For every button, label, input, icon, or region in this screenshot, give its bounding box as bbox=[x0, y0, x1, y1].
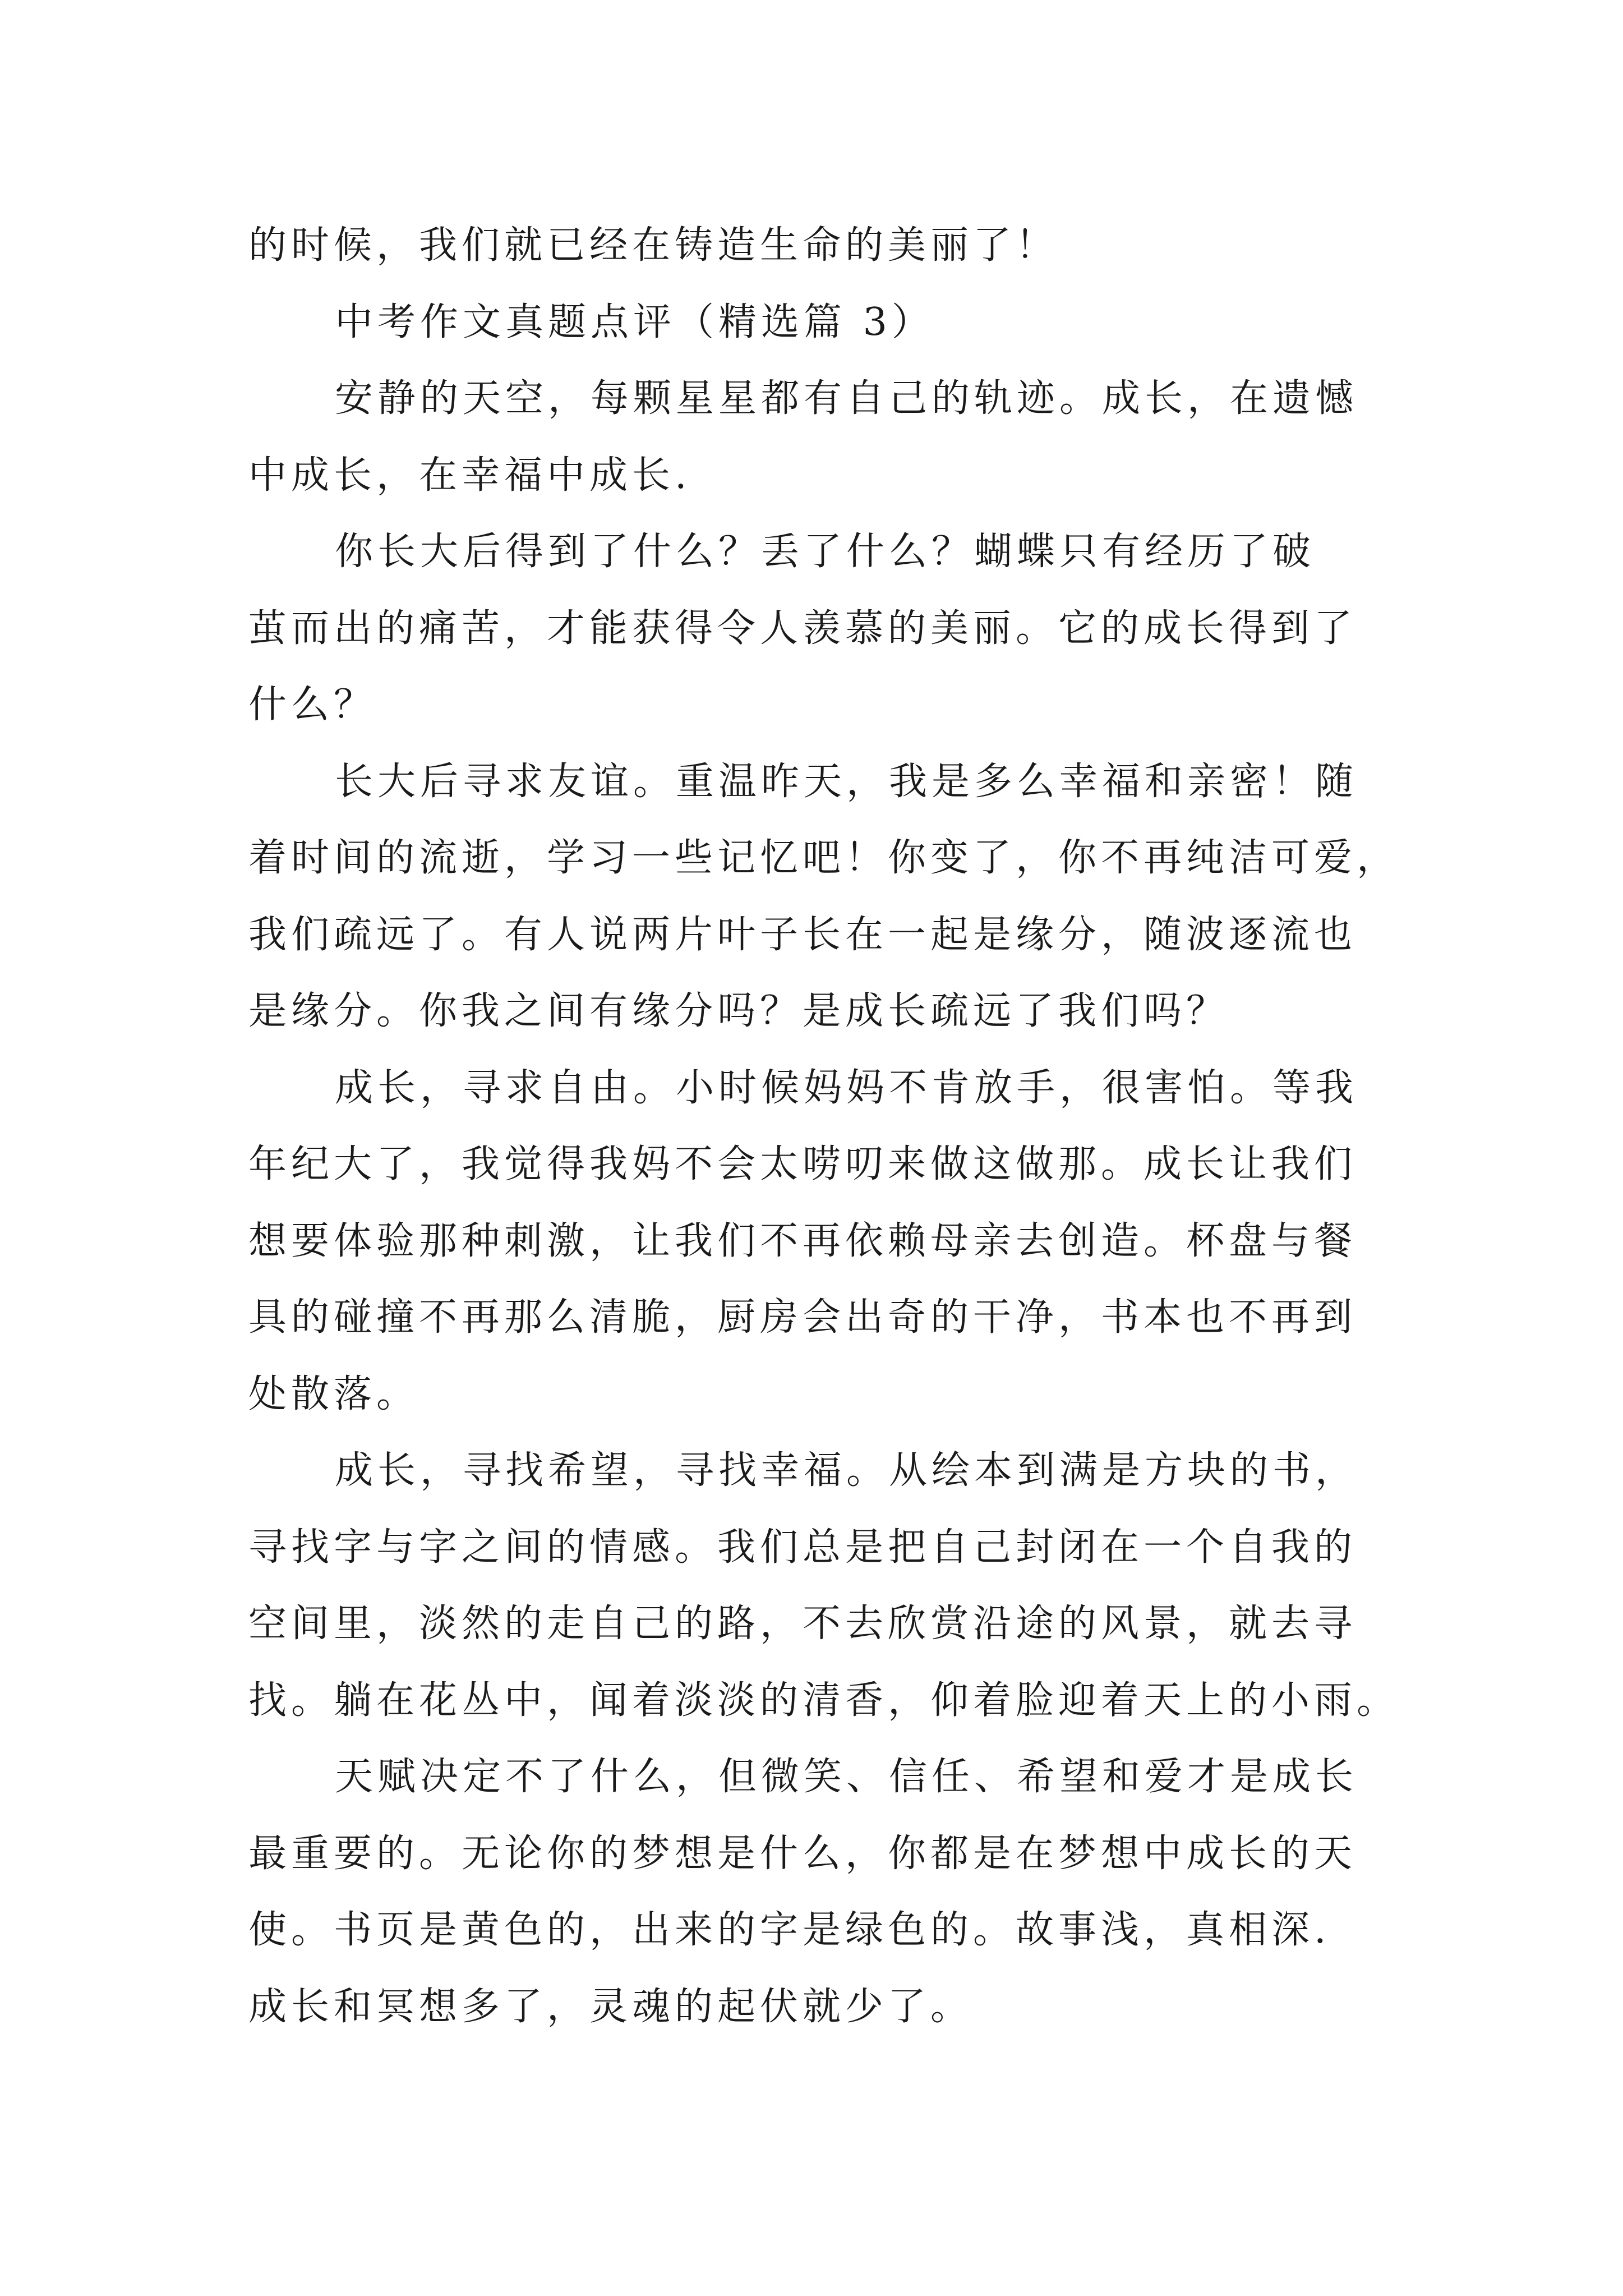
text-line: 找。躺在花丛中，闻着淡淡的清香，仰着脸迎着天上的小雨。 bbox=[248, 1678, 1400, 1723]
text-line: 长大后寻求友谊。重温昨天，我是多么幸福和亲密！随 bbox=[335, 759, 1358, 804]
text-line: 中成长，在幸福中成长. bbox=[248, 453, 691, 498]
text-line: 是缘分。你我之间有缘分吗？是成长疏远了我们吗？ bbox=[248, 989, 1229, 1033]
section-heading: 中考作文真题点评（精选篇 3） bbox=[335, 300, 934, 344]
text-line: 年纪大了，我觉得我妈不会太唠叨来做这做那。成长让我们 bbox=[248, 1142, 1357, 1186]
text-line: 的时候，我们就已经在铸造生命的美丽了！ bbox=[248, 223, 1059, 268]
text-line: 空间里，淡然的走自己的路，不去欣赏沿途的风景，就去寻 bbox=[248, 1602, 1357, 1646]
text-line: 最重要的。无论你的梦想是什么，你都是在梦想中成长的天 bbox=[248, 1831, 1357, 1876]
text-line: 想要体验那种刺激，让我们不再依赖母亲去创造。杯盘与餐 bbox=[248, 1218, 1357, 1263]
text-line: 使。书页是黄色的，出来的字是绿色的。故事浅，真相深. bbox=[248, 1908, 1331, 1952]
text-line: 成长，寻求自由。小时候妈妈不肯放手，很害怕。等我 bbox=[335, 1065, 1358, 1110]
text-line: 天赋决定不了什么，但微笑、信任、希望和爱才是成长 bbox=[335, 1755, 1358, 1799]
text-line: 什么？ bbox=[248, 683, 377, 727]
text-line: 具的碰撞不再那么清脆，厨房会出奇的干净，书本也不再到 bbox=[248, 1295, 1357, 1340]
text-line: 你长大后得到了什么？丢了什么？蝴蝶只有经历了破 bbox=[335, 530, 1316, 574]
text-line: 成长，寻找希望，寻找幸福。从绘本到满是方块的书， bbox=[335, 1448, 1358, 1493]
text-line: 我们疏远了。有人说两片叶子长在一起是缘分，随波逐流也 bbox=[248, 912, 1357, 957]
text-line: 成长和冥想多了，灵魂的起伏就少了。 bbox=[248, 1984, 974, 2029]
text-line: 茧而出的痛苦，才能获得令人羡慕的美丽。它的成长得到了 bbox=[248, 606, 1357, 651]
text-line: 着时间的流逝，学习一些记忆吧！你变了，你不再纯洁可爱， bbox=[248, 836, 1400, 880]
text-line: 处散落。 bbox=[248, 1372, 419, 1416]
text-line: 寻找字与字之间的情感。我们总是把自己封闭在一个自我的 bbox=[248, 1525, 1357, 1570]
text-line: 安静的天空，每颗星星都有自己的轨迹。成长，在遗憾 bbox=[335, 376, 1358, 421]
document-body bbox=[248, 208, 1400, 2045]
